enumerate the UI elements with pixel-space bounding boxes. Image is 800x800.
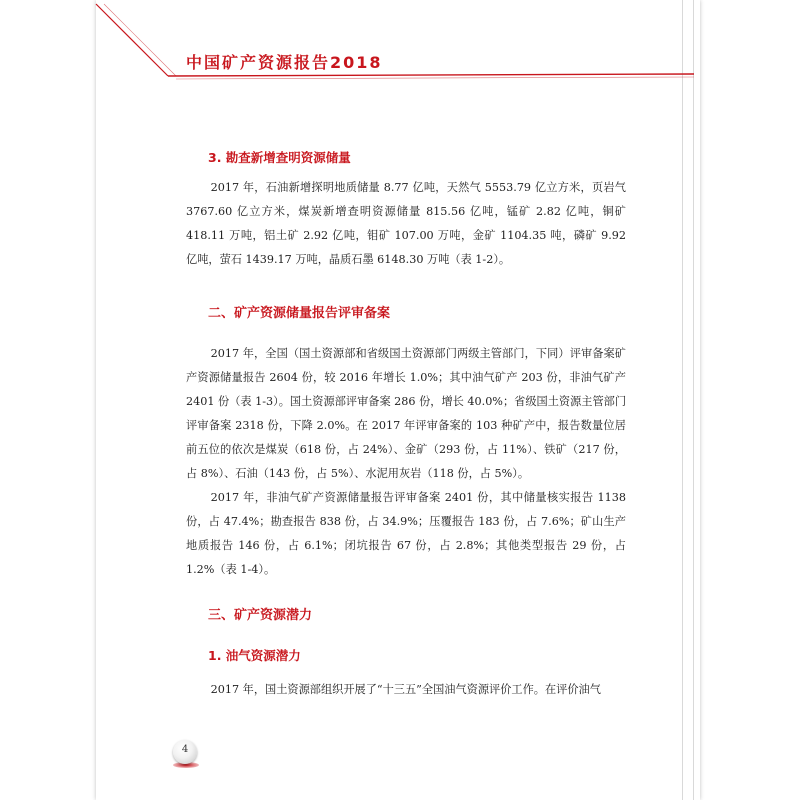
page-edge-line bbox=[693, 0, 694, 800]
page-number-badge bbox=[173, 740, 203, 774]
page-edge-line bbox=[682, 0, 683, 800]
paragraph: 2017 年，全国（国土资源部和省级国土资源部门两级主管部门，下同）评审备案矿产资源储量报告 2604 份，较 2016 年增长 1.0%；其中油气矿产 203 份，非油气矿产 2401 份（表 1-3）。国土资源部评审备案 286 份，增长 40.0%；省级国土资源主管部门评审备案 2318 份，下降 2.0%。在 2017 年评审备案的 103 种矿产中，报告数量位居前五位的依次是煤炭（618 份，占 24%）、金矿（293 份，占 11%）、铁矿（217 份，占 8%）、石油（143 份，占 5%）、水泥用灰岩（118 份，占 5%）。 bbox=[186, 347, 627, 480]
section-heading: 二、矿产资源储量报告评审备案 bbox=[208, 306, 391, 321]
paragraph: 2017 年，非油气矿产资源储量报告评审备案 2401 份，其中储量核实报告 1138 份，占 47.4%；勘查报告 838 份，占 34.9%；压覆报告 183 份，占 7.6%；矿山生产地质报告 146 份，占 6.1%；闭坑报告 67 份，占 2.8%；其他类型报告 29 份，占 1.2%（表 1-4）。 bbox=[186, 491, 626, 576]
paragraph-group bbox=[186, 678, 626, 702]
paragraph: 2017 年，石油新增探明地质储量 8.77 亿吨，天然气 5553.79 亿立方米，页岩气 3767.60 亿立方米，煤炭新增查明资源储量 815.56 亿吨，锰矿 2.82 亿吨，铜矿 418.11 万吨，铝土矿 2.92 亿吨，钼矿 107.00 万吨，金矿 1104.35 吨，磷矿 9.92 亿吨，萤石 1439.17 万吨，晶质石墨 6148.30 万吨（表 1-2）。 bbox=[186, 181, 626, 266]
section-heading: 3. 勘查新增查明资源储量 bbox=[208, 150, 351, 165]
paragraph-group bbox=[186, 342, 626, 582]
header-decoration bbox=[0, 0, 800, 120]
paragraph: 2017 年，国土资源部组织开展了“十三五”全国油气资源评价工作。在评价油气 bbox=[210, 683, 601, 696]
running-header-title: 中国矿产资源报告2018 bbox=[186, 53, 383, 72]
section-heading: 1. 油气资源潜力 bbox=[208, 648, 301, 663]
section-heading: 三、矿产资源潜力 bbox=[208, 608, 313, 623]
page-number: 4 bbox=[181, 744, 189, 755]
paragraph-group bbox=[186, 176, 626, 272]
